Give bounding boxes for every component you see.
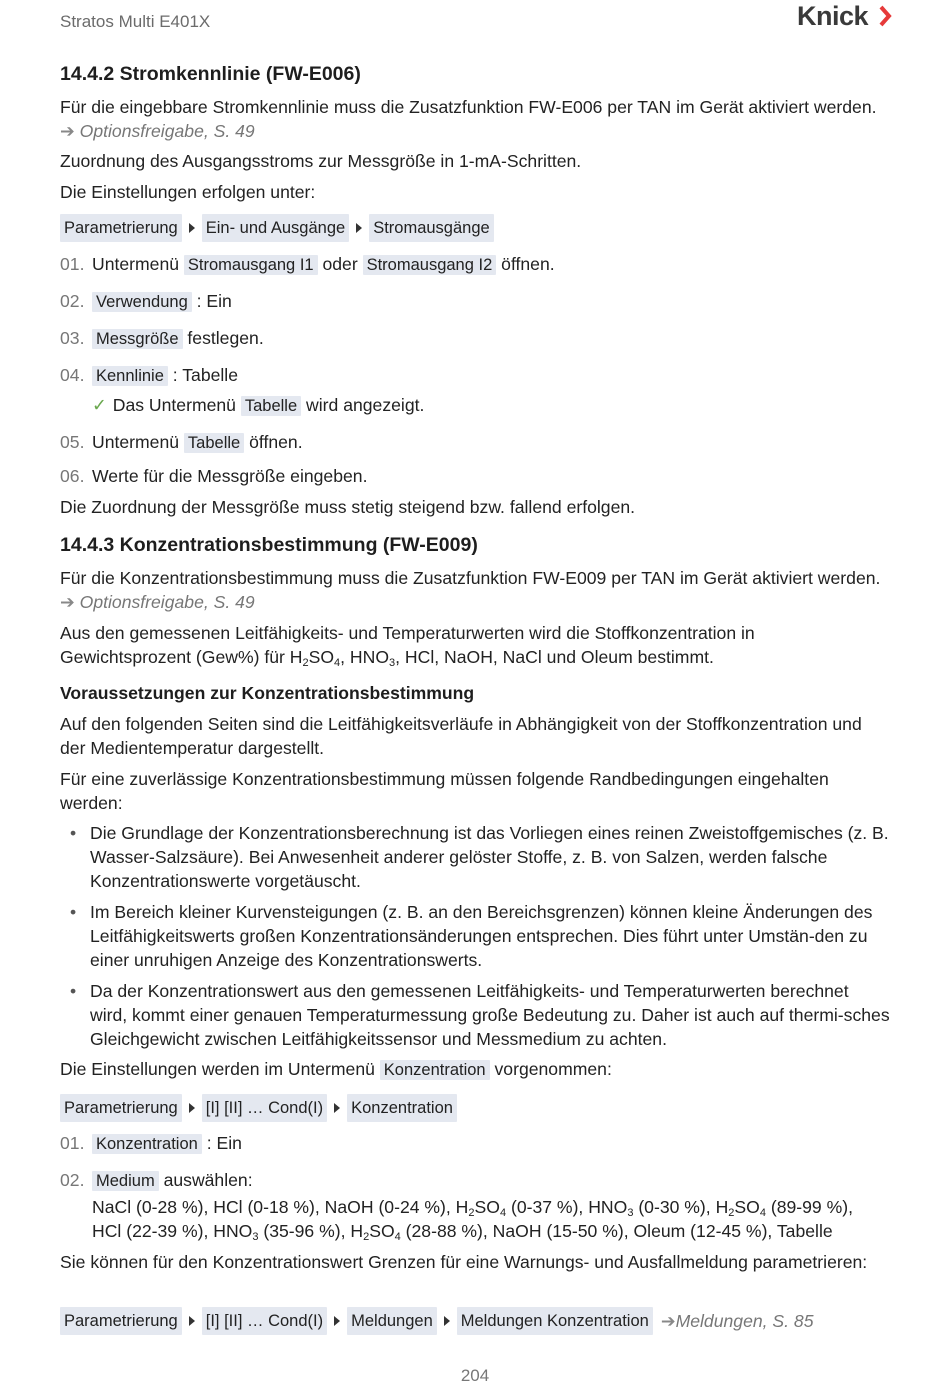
menu-path-item: Stromausgänge [369,214,494,242]
triangle-right-icon [189,223,195,233]
cross-reference-link[interactable]: Meldungen, S. 85 [675,1311,814,1331]
step-number: 02. [60,291,85,311]
triangle-right-icon [444,1316,450,1326]
triangle-right-icon [189,1103,195,1113]
section-heading: 14.4.2 Stromkennlinie (FW-E006) [60,63,361,85]
brand-name: Knick [796,1,868,31]
step-number: 01. [60,254,85,274]
step: 03. Messgröße festlegen. [60,326,890,351]
step-number: 06. [60,466,85,486]
paragraph: Auf den folgenden Seiten sind die Leitfähigkeitsverläufe in Abhängigkeit von der Stoffkonzentration und der Medientemperatur dargestellt. [60,714,862,758]
step-number: 04. [60,365,85,385]
paragraph: Die Einstellungen werden im Untermenü Konzentration vorgenommen: [60,1059,612,1079]
menu-path [60,214,890,242]
paragraph: Für die eingebbare Stromkennlinie muss die Zusatzfunktion FW-E006 per TAN im Gerät aktiviert werden. ➔ Optionsfreigabe, S. 49 [60,97,877,141]
paragraph: Die Einstellungen erfolgen unter: [60,182,316,202]
menu-label: Tabelle [241,396,301,416]
checkmark-icon: ✓ [92,395,107,415]
menu-label: Konzentration [92,1134,202,1154]
step: 02. Medium auswählen: [60,1168,890,1193]
list-item: • Die Grundlage der Konzentrationsberechnung ist das Vorliegen eines reinen Zweistoffgemisches (z. B. Wasser-Salzsäure). Bei Anwesenheit anderer gelöster Stoffe, z. B. von Salzen, werden falsche Konzentrationswerte vorgetäuscht. [60,821,890,893]
step: 04. Kennlinie : Tabelle [60,363,890,388]
page-number: 204 [460,1366,490,1385]
menu-label: Stromausgang I1 [184,255,318,275]
step-number: 03. [60,328,85,348]
step-number: 05. [60,432,85,452]
menu-path-item: [I] [II] … Cond(I) [202,1307,327,1335]
menu-path-item: [I] [II] … Cond(I) [202,1094,327,1122]
menu-label: Verwendung [92,292,192,312]
menu-label: Medium [92,1171,159,1191]
menu-label: Tabelle [184,433,244,453]
section-heading: 14.4.3 Konzentrationsbestimmung (FW-E009) [60,534,478,556]
menu-path-item: Konzentration [347,1094,457,1122]
menu-path-item: Meldungen Konzentration [457,1307,653,1335]
list-item: • Da der Konzentrationswert aus den gemessenen Leitfähigkeits- und Temperaturwerten berechnet wird, kommt einer genauen Temperaturmessung große Bedeutung zu. Daher ist auch auf thermi-sches Gleichgewicht zwischen Leitfähigkeitssensor und Messmedium zu achten. [60,979,890,1051]
menu-label: Stromausgang I2 [363,255,497,275]
menu-path-item: Meldungen [347,1307,437,1335]
subheading: Voraussetzungen zur Konzentrationsbestimmung [60,683,475,703]
triangle-right-icon [189,1316,195,1326]
paragraph: Für eine zuverlässige Konzentrationsbestimmung müssen folgende Randbedingungen eingehalten werden: [60,769,829,813]
step-result: ✓ Das Untermenü Tabelle wird angezeigt. [92,395,425,415]
medium-options [92,1195,890,1243]
step: 01. Untermenü Stromausgang I1 oder Stromausgang I2 öffnen. [60,252,890,277]
menu-path-item: Parametrierung [60,1094,182,1122]
cross-reference-link[interactable]: Optionsfreigabe, S. 49 [79,121,255,141]
menu-label: Konzentration [380,1060,490,1080]
document-title: Stratos Multi E401X [60,12,211,31]
arrow-right-icon: ➔ [660,1311,676,1331]
step: 05. Untermenü Tabelle öffnen. [60,430,890,455]
paragraph: Für die Konzentrationsbestimmung muss die Zusatzfunktion FW-E009 per TAN im Gerät aktiviert werden. ➔ Optionsfreigabe, S. 49 [60,568,881,612]
paragraph: Die Zuordnung der Messgröße muss stetig steigend bzw. fallend erfolgen. [60,497,636,517]
menu-label: Messgröße [92,329,183,349]
paragraph: Aus den gemessenen Leitfähigkeits- und Temperaturwerten wird die Stoffkonzentration in Gewichtsprozent (Gew%) für $H_2SO_4$, $HNO_3$, HCl, NaOH, NaCl und Oleum bestimmt. [60,623,755,669]
step: 06. Werte für die Messgröße eingeben. [60,466,368,486]
menu-path [60,1307,890,1335]
step: 02. Verwendung : Ein [60,289,890,314]
triangle-right-icon [334,1316,340,1326]
menu-path-item: Parametrierung [60,214,182,242]
menu-path-item: Ein- und Ausgänge [202,214,349,242]
triangle-right-icon [334,1103,340,1113]
cross-reference-link[interactable]: Optionsfreigabe, S. 49 [79,592,255,612]
bullet-list [60,821,890,1058]
chevron-right-icon [878,5,892,27]
step-number: 02. [60,1170,85,1190]
medium-options-line: HCl (22-39 %), $HNO_3$ (35-96 %), $H_2SO_4$ (28-88 %), NaOH (15-50 %), Oleum (12-45 %), Tabelle [92,1221,833,1243]
step-number: 01. [60,1133,85,1153]
arrow-right-icon: ➔ [60,592,80,612]
step: 01. Konzentration : Ein [60,1131,890,1156]
paragraph: Zuordnung des Ausgangsstroms zur Messgröße in 1-mA-Schritten. [60,151,582,171]
medium-options-line: NaCl (0-28 %), HCl (0-18 %), NaOH (0-24 %), $H_2SO_4$ (0-37 %), $HNO_3$ (0-30 %), $H_2SO_4$ (89-99 %), [92,1197,853,1219]
menu-path-item: Parametrierung [60,1307,182,1335]
menu-label: Kennlinie [92,366,168,386]
menu-path [60,1094,890,1122]
list-item: • Im Bereich kleiner Kurvensteigungen (z. B. an den Bereichsgrenzen) können kleine Änderungen des Leitfähigkeitswerts großen Konzentrationsänderungen entsprechen. Dies führt unter Umstän-den zu einer unruhigen Anzeige des Konzentrationswerts. [60,900,890,972]
brand-logo [796,1,892,31]
paragraph: Sie können für den Konzentrationswert Grenzen für eine Warnungs- und Ausfallmeldung parametrieren: [60,1252,868,1272]
arrow-right-icon: ➔ [60,121,80,141]
triangle-right-icon [356,223,362,233]
